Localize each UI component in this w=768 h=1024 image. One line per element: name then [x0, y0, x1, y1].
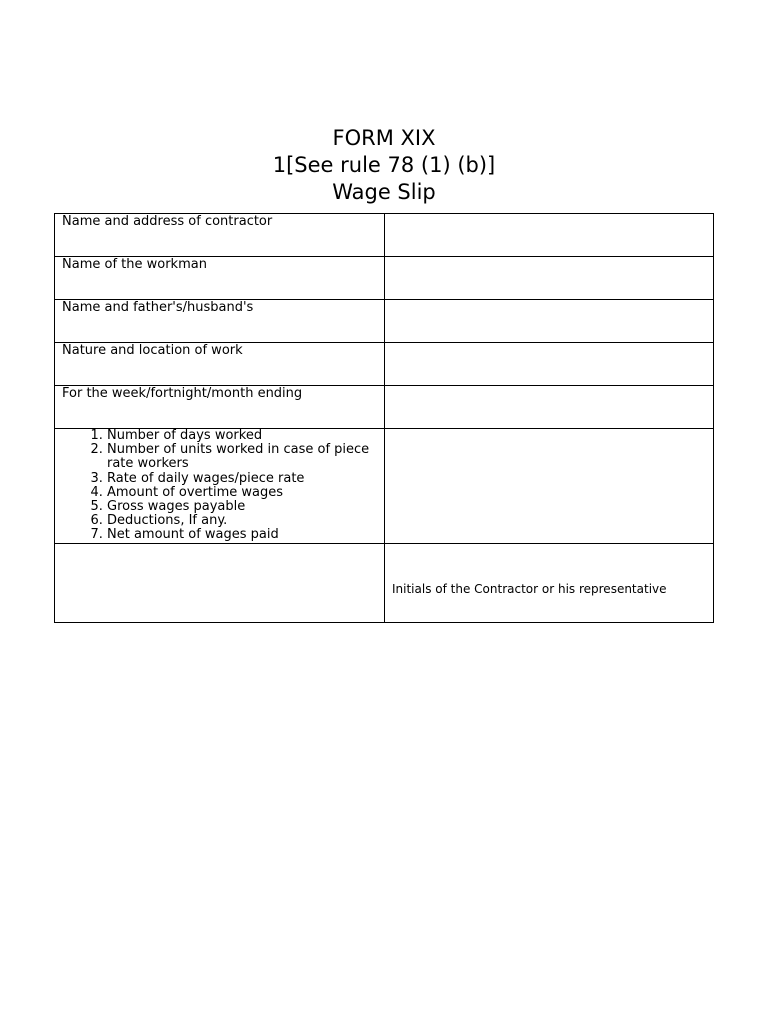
form-heading	[0, 125, 768, 206]
list-item: 2. Number of units worked in case of piece rate workers	[107, 443, 384, 471]
table-row	[55, 343, 714, 386]
list-item: 3. Rate of daily wages/piece rate	[107, 472, 384, 486]
wage-items-value-cell[interactable]	[385, 429, 714, 544]
father-husband-label-cell	[55, 300, 385, 343]
table-row	[55, 214, 714, 257]
work-label: Nature and location of work	[62, 343, 243, 358]
form-title: FORM XIX	[332, 126, 436, 150]
period-value-cell[interactable]	[385, 386, 714, 429]
contractor-value-cell[interactable]	[385, 214, 714, 257]
table-row	[55, 429, 714, 544]
table-row	[55, 543, 714, 622]
period-label-cell	[55, 386, 385, 429]
list-item: 5. Gross wages payable	[107, 500, 384, 514]
contractor-label: Name and address of contractor	[62, 214, 273, 229]
list-item: 6. Deductions, If any.	[107, 514, 384, 528]
workman-label: Name of the workman	[62, 257, 207, 272]
list-item: 1. Number of days worked	[107, 429, 384, 443]
wage-items-list	[55, 429, 384, 543]
signature-label: Initials of the Contractor or his representative	[392, 581, 667, 596]
list-item: 7. Net amount of wages paid	[107, 528, 384, 542]
list-item: 4. Amount of overtime wages	[107, 486, 384, 500]
signature-cell[interactable]	[385, 543, 714, 622]
work-value-cell[interactable]	[385, 343, 714, 386]
wage-slip-table	[54, 213, 714, 623]
table-row	[55, 386, 714, 429]
workman-label-cell	[55, 257, 385, 300]
work-label-cell	[55, 343, 385, 386]
father-husband-value-cell[interactable]	[385, 300, 714, 343]
table-row	[55, 257, 714, 300]
table-row	[55, 300, 714, 343]
rule-reference: 1[See rule 78 (1) (b)]	[272, 153, 496, 177]
signature-blank-cell[interactable]	[55, 543, 385, 622]
period-label: For the week/fortnight/month ending	[62, 386, 303, 401]
wage-items-cell	[55, 429, 385, 544]
workman-value-cell[interactable]	[385, 257, 714, 300]
father-husband-label: Name and father's/husband's	[62, 300, 254, 315]
contractor-label-cell	[55, 214, 385, 257]
form-subtitle: Wage Slip	[332, 180, 436, 204]
